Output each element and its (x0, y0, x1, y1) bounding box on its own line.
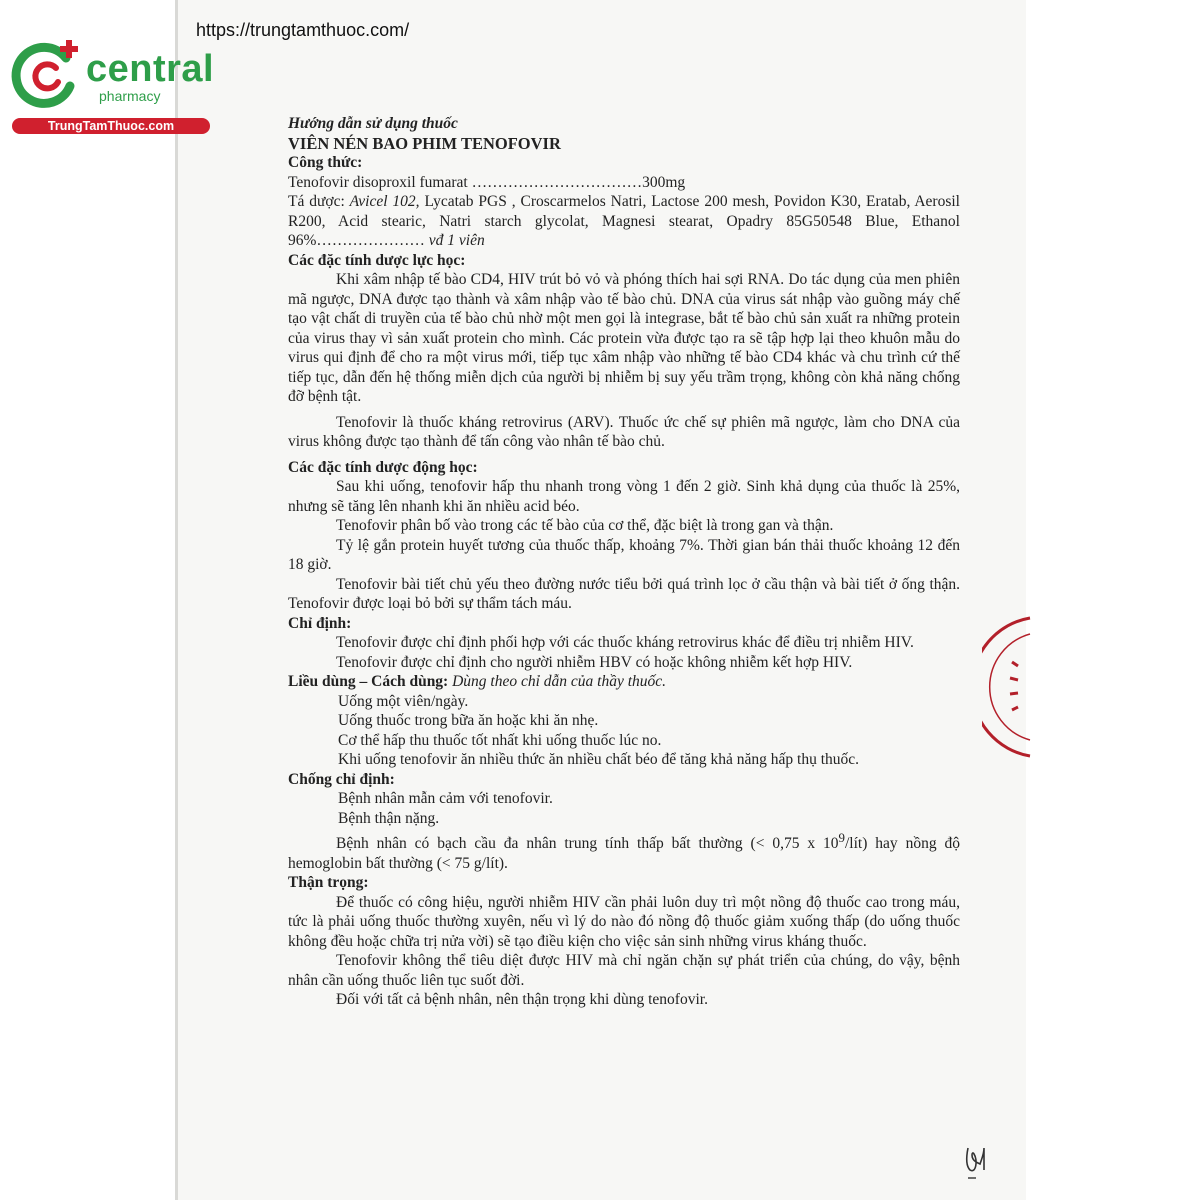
exponent: 9 (838, 830, 845, 845)
formula-line-1: Tenofovir disoproxil fumarat ……………………………300mg (288, 173, 686, 191)
logo-brand: central (86, 48, 215, 90)
leaflet-document (288, 114, 960, 1010)
pharmacokinetics-p4: Tenofovir bài tiết chủ yếu theo đường nước tiểu bởi quá trình lọc ở cầu thận và bài tiết ở ống thận. Tenofovir được loại bỏ bởi sự thẩm tách máu. (288, 575, 960, 612)
logo-site: TrungTamThuoc.com (12, 118, 210, 134)
contraindications-l1: Bệnh nhân mẫn cảm với tenofovir. (338, 790, 553, 807)
precautions-p1: Để thuốc có công hiệu, người nhiễm HIV cần phải luôn duy trì một nồng độ thuốc cao trong máu, tức là phải uống thuốc thường xuyên, nếu vì lý do nào đó nồng độ thuốc giảm xuống thấp (do uống thuốc không đều hoặc chữa trị nửa vời) sẽ tạo điều kiện cho việc sản sinh những virus kháng thuốc. (288, 893, 960, 950)
pharmacokinetics-heading: Các đặc tính dược động học: (288, 458, 478, 476)
pharmacodynamics-p2: Tenofovir là thuốc kháng retrovirus (ARV). Thuốc ức chế sự phiên mã ngược, làm cho DNA của virus không được tạo thành để tấn công vào nhân tế bào chủ. (288, 413, 960, 450)
pharmacodynamics-heading: Các đặc tính dược lực học: (288, 251, 466, 269)
contraindications-p3 (288, 828, 960, 873)
pharmacokinetics-p3: Tỷ lệ gắn protein huyết tương của thuốc thấp, khoảng 7%. Thời gian bán thải thuốc khoảng 12 đến 18 giờ. (288, 536, 960, 573)
doc-subtitle: Hướng dẫn sử dụng thuốc (288, 115, 458, 132)
pharmacokinetics-p2: Tenofovir phân bố vào trong các tế bào của cơ thể, đặc biệt là trong gan và thận. (336, 517, 834, 534)
red-stamp-icon (982, 612, 1032, 762)
central-pharmacy-logo (10, 36, 215, 136)
contraindications-l2: Bệnh thận nặng. (338, 809, 440, 827)
logo-sub: pharmacy (99, 88, 161, 104)
indications-heading: Chỉ định: (288, 614, 352, 632)
dosage-note: Dùng theo chỉ dẫn của thầy thuốc. (452, 673, 667, 690)
precautions-p3: Đối với tất cả bệnh nhân, nên thận trọng khi dùng tenofovir. (336, 991, 708, 1009)
dosage-l3: Cơ thể hấp thu thuốc tốt nhất khi uống thuốc lúc no. (338, 731, 662, 749)
pharmacodynamics-p1: Khi xâm nhập tế bào CD4, HIV trút bỏ vỏ và phóng thích hai sợi RNA. Do tác dụng của men phiên mã ngược, DNA được tạo thành và xâm nhập vào tế bào chủ. DNA của virus sát nhập vào guồng máy chế tạo vật chất di truyền của tế bào chủ nhờ một men gọi là integrase, bắt tế bào chủ sản xuất ra những protein của virus thay vì sản xuất protein cho mình. Các protein vừa được tạo ra sẽ tập hợp lại theo khuôn mẫu do virus qui định để cho ra một virus mới, tiếp tục xâm nhập vào những tế bào CD4 khác và chu trình cứ thế tiếp tục, dẫn đến hệ thống miễn dịch của người bị nhiễm bị suy yếu trầm trọng, không còn khả năng chống đỡ bệnh tật. (288, 271, 960, 405)
precautions-heading: Thận trọng: (288, 874, 369, 892)
formula-heading: Công thức: (288, 154, 363, 171)
excipient-list: Lycatab PGS , Croscarmelos Natri, Lactose 200 mesh, Povidon K30, Eratab, Aerosil R200, Acid stearic, Natri starch glycolat, Magnesi stearat, Opadry 85G50548 Blue, Ethanol 96%………………… (288, 193, 960, 249)
indications-p1: Tenofovir được chỉ định phối hợp với các thuốc kháng retrovirus khác để điều trị nhiễm HIV. (336, 634, 914, 651)
neutrophil-text: Bệnh nhân có bạch cầu đa nhân trung tính thấp bất thường (< 0,75 x 10 (336, 835, 839, 853)
indications-p2: Tenofovir được chỉ định cho người nhiễm HBV có hoặc không nhiễm kết hợp HIV. (336, 653, 853, 671)
excipient-italic: Avicel 102, (349, 193, 420, 210)
dosage-heading-line (288, 672, 960, 692)
contraindications-heading: Chống chỉ định: (288, 770, 395, 788)
excipient-qs: vđ 1 viên (428, 232, 485, 249)
formula-line-2 (288, 192, 960, 251)
signature-icon (962, 1140, 998, 1180)
hemoglobin-text: /lít) hay nồng độ hemoglobin bất thường (< 75 g/lít). (288, 835, 960, 872)
pharmacy-emblem-icon (10, 38, 84, 112)
dosage-l2: Uống thuốc trong bữa ăn hoặc khi ăn nhẹ. (338, 712, 599, 729)
pharmacokinetics-p1: Sau khi uống, tenofovir hấp thu nhanh trong vòng 1 đến 2 giờ. Sinh khả dụng của thuốc là 25%, nhưng sẽ tăng lên nhanh khi ăn nhiều acid béo. (288, 478, 960, 515)
watermark-url: https://trungtamthuoc.com/ (196, 20, 410, 40)
dosage-l1: Uống một viên/ngày. (338, 692, 469, 710)
excipient-label: Tá dược: (288, 193, 350, 210)
dosage-heading: Liều dùng – Cách dùng: (288, 673, 453, 690)
precautions-p2: Tenofovir không thể tiêu diệt được HIV mà chỉ ngăn chặn sự phát triển của chúng, do vậy, bệnh nhân cần uống thuốc liên tục suốt đời. (288, 952, 960, 989)
doc-title: VIÊN NÉN BAO PHIM TENOFOVIR (288, 133, 561, 153)
dosage-l4: Khi uống tenofovir ăn nhiều thức ăn nhiều chất béo để tăng khả năng hấp thụ thuốc. (338, 751, 860, 768)
